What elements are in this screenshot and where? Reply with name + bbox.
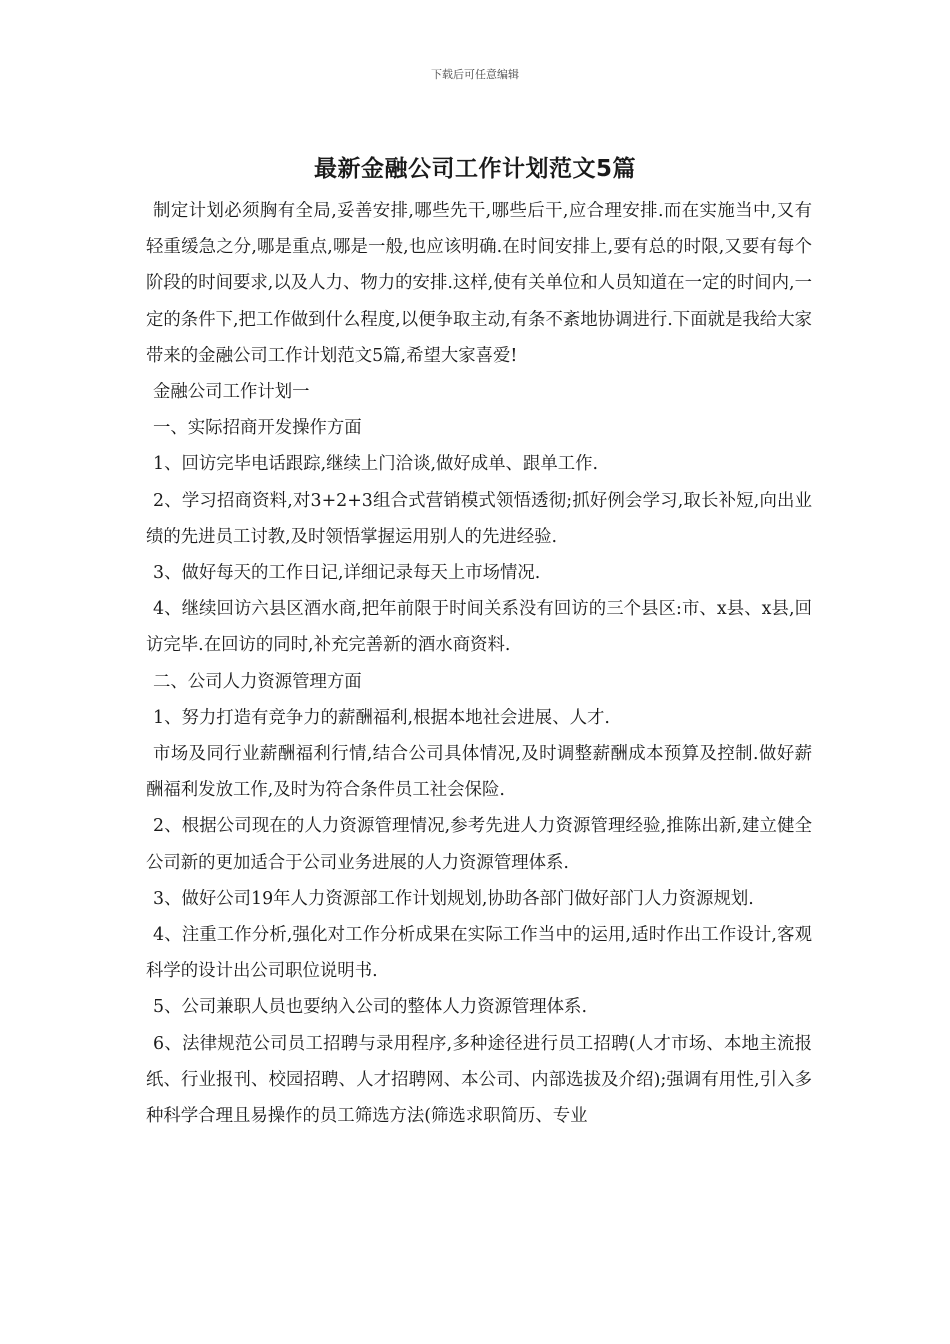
list-item: 3、做好公司19年人力资源部工作计划规划,协助各部门做好部门人力资源规划. [153,888,754,909]
list-item: 4、继续回访六县区酒水商,把年前限于时间关系没有回访的三个县区:市、x县、x县,回访完毕.在回访的同时,补充完善新的酒水商资料. [146,599,812,656]
list-item: 2、学习招商资料,对3+2+3组合式营销模式领悟透彻;抓好例会学习,取长补短,向出业绩的先进员工讨教,及时领悟掌握运用别人的先进经验. [146,490,812,547]
document-body [146,193,812,1134]
list-item: 3、做好每天的工作日记,详细记录每天上市场情况. [153,563,541,584]
section-heading-plan-one: 金融公司工作计划一 [153,382,310,403]
list-item: 6、法律规范公司员工招聘与录用程序,多种途径进行员工招聘(人才市场、本地主流报纸、行业报刊、校园招聘、人才招聘网、本公司、内部选拔及介绍);强调有用性,引入多种科学合理且易操作的员工筛选方法(筛选求职简历、专业 [146,1033,812,1127]
paragraph-intro: 制定计划必须胸有全局,妥善安排,哪些先干,哪些后干,应合理安排.而在实施当中,又有轻重缓急之分,哪是重点,哪是一般,也应该明确.在时间安排上,要有总的时限,又要有每个阶段的时间要求,以及人力、物力的安排.这样,使有关单位和人员知道在一定的时间内,一定的条件下,把工作做到什么程度,以便争取主动,有条不紊地协调进行.下面就是我给大家带来的金融公司工作计划范文5篇,希望大家喜爱! [146,201,812,366]
list-item: 1、努力打造有竞争力的薪酬福利,根据本地社会进展、人才. [153,707,610,728]
header-note: 下载后可任意编辑 [431,68,519,81]
list-item: 4、注重工作分析,强化对工作分析成果在实际工作当中的运用,适时作出工作设计,客观科学的设计出公司职位说明书. [146,925,812,982]
list-item: 2、根据公司现在的人力资源管理情况,参考先进人力资源管理经验,推陈出新,建立健全公司新的更加适合于公司业务进展的人力资源管理体系. [146,816,812,873]
paragraph: 市场及同行业薪酬福利行情,结合公司具体情况,及时调整薪酬成本预算及控制.做好薪酬福利发放工作,及时为符合条件员工社会保险. [146,744,812,801]
list-item: 5、公司兼职人员也要纳入公司的整体人力资源管理体系. [153,997,587,1018]
section-heading-investment: 一、实际招商开发操作方面 [153,418,362,439]
list-item: 1、回访完毕电话跟踪,继续上门洽谈,做好成单、跟单工作. [153,454,599,475]
document-title: 最新金融公司工作计划范文5篇 [313,156,636,182]
section-heading-hr: 二、公司人力资源管理方面 [153,671,362,692]
